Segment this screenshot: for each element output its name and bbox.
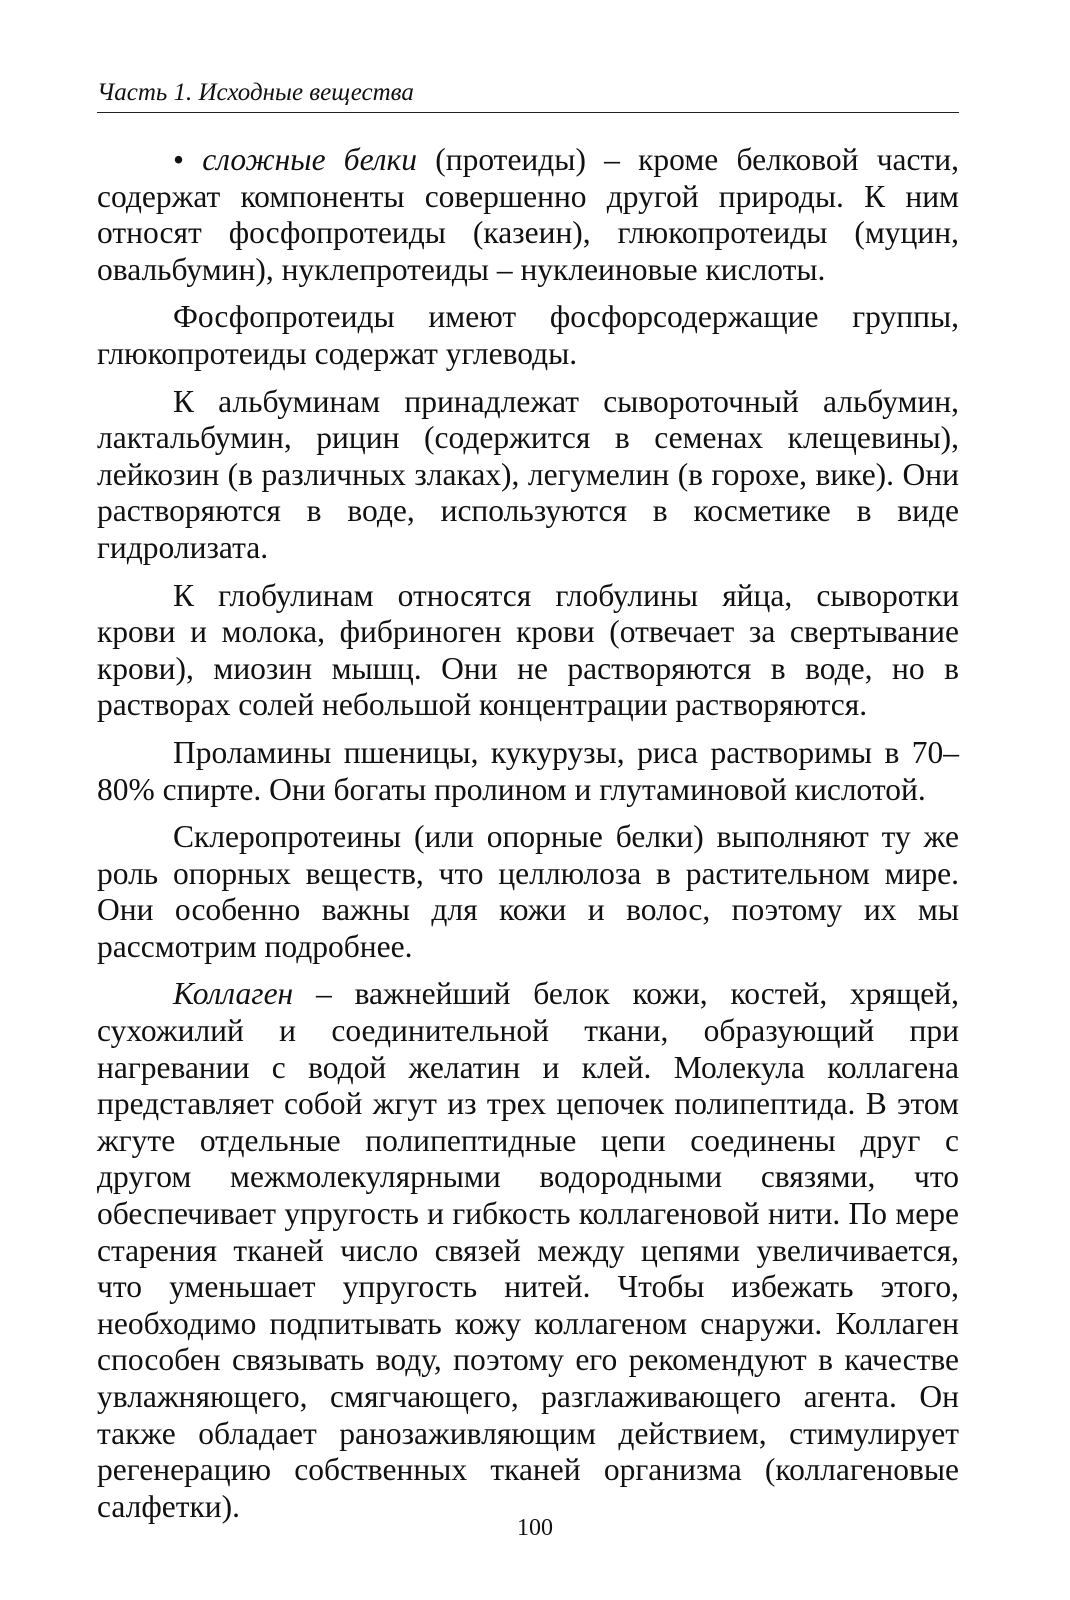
paragraph-albumins: К альбуминам принадлежат сывороточный альбумин, лактальбумин, рицин (содержится в семенах клещевины), лейкозин (в различных злаках), легумелин (в горохе, вике). Они растворяются в воде, используются в косметике в виде гидролизата. bbox=[97, 383, 959, 565]
term-collagen: Коллаген bbox=[173, 976, 294, 1012]
paragraph-globulins: К глобулинам относятся глобулины яйца, сыворотки крови и молока, фибриноген крови (отвечает за свертывание крови), миозин мышц. Они не растворяются в воде, но в растворах солей небольшой концентрации растворяются. bbox=[97, 577, 959, 723]
paragraph-phosphoproteins: Фосфопротеиды имеют фосфорсодержащие группы, глюкопротеиды содержат углеводы. bbox=[97, 299, 959, 371]
paragraph-scleroproteins: Склеропротеины (или опорные белки) выполняют ту же роль опорных веществ, что целлюлоза в растительном мире. Они особенно важны для кожи и волос, поэтому их мы рассмотрим подробнее. bbox=[97, 819, 959, 964]
paragraph-collagen bbox=[97, 976, 959, 1525]
term-complex-proteins: сложные белки bbox=[202, 142, 418, 177]
bullet-mark: • bbox=[173, 142, 185, 177]
paragraph-complex-proteins bbox=[97, 142, 959, 288]
paragraph-text: (протеиды) – кроме белковой части, содержат компоненты совершенно другой природы. К ним относят фосфопротеиды (казеин), глюкопротеиды (муцин, овальбумин), нуклепротеиды – нуклеиновые кислоты. bbox=[97, 142, 960, 287]
body-text bbox=[97, 142, 959, 1525]
paragraph-prolamins: Проламины пшеницы, кукурузы, риса растворимы в 70–80% спирте. Они богаты пролином и глутаминовой кислотой. bbox=[97, 734, 959, 807]
page-number: 100 bbox=[517, 1515, 553, 1541]
paragraph-text: – важнейший белок кожи, костей, хрящей, сухожилий и соединительной ткани, образующий при нагревании с водой желатин и клей. Молекула коллагена представляет собой жгут из трех цепочек полипептида. В этом жгуте отдельные полипептидные цепи соединены друг с другом межмолекулярными водородными связями, что обеспечивает упругость и гибкость коллагеновой нити. По мере старения тканей число связей между цепями увеличивается, что уменьшает упругость нитей. Чтобы избежать этого, необходимо подпитывать кожу коллагеном снаружи. Коллаген способен связывать воду, поэтому его рекомендуют в качестве увлажняющего, смягчающего, разглаживающего агента. Он также обладает ранозаживляющим действием, стимулирует регенерацию собственных тканей организма (коллагеновые салфетки). bbox=[97, 976, 959, 1524]
running-header: Часть 1. Исходные вещества bbox=[97, 74, 959, 113]
